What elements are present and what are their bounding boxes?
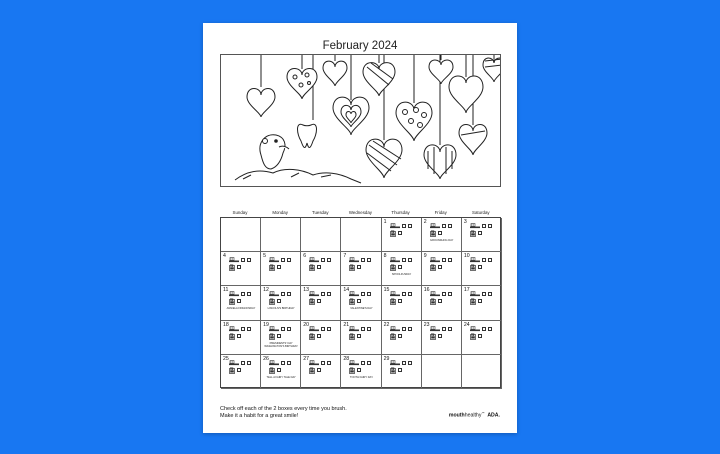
- toothbrush-icon: [390, 291, 400, 297]
- holiday-label: SPOOLFUSDAY: [391, 273, 412, 277]
- holiday-label: ANNIELA FRIGNOSDAY: [226, 307, 256, 311]
- day-cell: [422, 218, 462, 252]
- hearts-groundhog-drawing: [221, 55, 501, 187]
- holiday-label: GROUNDHOG DAY: [430, 239, 454, 242]
- brand-tm: ™: [481, 411, 485, 415]
- brush-checkbox[interactable]: [281, 327, 285, 331]
- brush-checkbox[interactable]: [317, 334, 321, 338]
- brush-checkbox[interactable]: [442, 224, 446, 228]
- brush-checkbox[interactable]: [247, 258, 251, 262]
- empty-cell: [261, 218, 301, 252]
- day-number: 10: [463, 253, 470, 260]
- toothbrush-icon: [349, 291, 359, 297]
- brush-checkbox[interactable]: [402, 361, 406, 365]
- day-cell: [462, 321, 502, 355]
- toothbrush-icon: [229, 291, 239, 297]
- brush-checkbox[interactable]: [277, 265, 281, 269]
- brush-checkbox[interactable]: [247, 361, 251, 365]
- day-number: 25: [223, 355, 229, 362]
- toothbrush-icon: [229, 326, 239, 332]
- brush-checkbox[interactable]: [438, 334, 442, 338]
- brush-checkbox[interactable]: [402, 224, 406, 228]
- brush-checkbox[interactable]: [241, 327, 245, 331]
- brush-checkbox[interactable]: [478, 231, 482, 235]
- weekday-header: Monday: [272, 210, 288, 215]
- brush-checkbox[interactable]: [408, 361, 412, 365]
- day-cell: [462, 286, 502, 320]
- brush-checkbox[interactable]: [448, 327, 452, 331]
- day-number: 1: [383, 219, 387, 225]
- brush-checkbox[interactable]: [488, 292, 492, 296]
- toothpaste-cup-icon: [229, 367, 235, 374]
- brush-checkbox[interactable]: [448, 292, 452, 296]
- toothbrush-icon: [309, 326, 319, 332]
- brush-checkbox[interactable]: [402, 258, 406, 262]
- day-number: 14: [343, 287, 350, 294]
- toothbrush-icon: [470, 291, 480, 297]
- empty-cell: [301, 218, 341, 252]
- day-number: 21: [343, 321, 350, 328]
- brush-checkbox[interactable]: [442, 327, 446, 331]
- brush-checkbox[interactable]: [247, 292, 251, 296]
- brush-checkbox[interactable]: [408, 327, 412, 331]
- brush-checkbox[interactable]: [398, 334, 402, 338]
- empty-cell: [462, 355, 502, 389]
- day-number: 24: [463, 321, 470, 328]
- brush-checkbox[interactable]: [241, 292, 245, 296]
- day-number: 12: [263, 287, 269, 294]
- brush-checkbox[interactable]: [398, 231, 402, 235]
- toothpaste-cup-icon: [349, 298, 355, 305]
- day-number: 9: [423, 253, 427, 260]
- calendar-page: [203, 23, 517, 433]
- brush-checkbox[interactable]: [488, 258, 492, 262]
- toothpaste-cup-icon: [309, 367, 315, 374]
- toothpaste-cup-icon: [269, 264, 275, 271]
- toothpaste-cup-icon: [390, 298, 396, 305]
- brush-checkbox[interactable]: [361, 327, 365, 331]
- toothbrush-icon: [229, 360, 239, 366]
- brush-checkbox[interactable]: [357, 299, 361, 303]
- calendar-grid: [220, 217, 501, 388]
- toothbrush-icon: [269, 291, 279, 297]
- brush-checkbox[interactable]: [448, 258, 452, 262]
- brush-checkbox[interactable]: [361, 361, 365, 365]
- toothbrush-icon: [269, 360, 279, 366]
- day-cell: [422, 321, 462, 355]
- day-number: 6: [303, 253, 307, 260]
- toothbrush-icon: [349, 360, 359, 366]
- toothbrush-icon: [390, 326, 400, 332]
- day-cell: [422, 252, 462, 286]
- brush-checkbox[interactable]: [367, 292, 371, 296]
- day-number: 11: [223, 287, 229, 294]
- day-cell: [462, 252, 502, 286]
- day-cell: [382, 355, 422, 389]
- brand-logos: [449, 411, 500, 419]
- footer-instructions: [220, 406, 347, 420]
- empty-cell: [341, 218, 381, 252]
- holiday-label: TOOTH FAIRY DAY: [349, 375, 373, 379]
- day-number: 17: [463, 287, 470, 294]
- toothpaste-cup-icon: [430, 230, 436, 237]
- toothpaste-cup-icon: [349, 264, 355, 271]
- brush-checkbox[interactable]: [237, 299, 241, 303]
- brush-checkbox[interactable]: [478, 334, 482, 338]
- brush-checkbox[interactable]: [478, 265, 482, 269]
- footer-line-1: Check off each of the 2 boxes every time you brush.: [220, 406, 347, 412]
- brush-checkbox[interactable]: [327, 327, 331, 331]
- tooth-illustration: [298, 124, 317, 147]
- brush-checkbox[interactable]: [277, 334, 281, 338]
- brush-checkbox[interactable]: [237, 265, 241, 269]
- toothpaste-cup-icon: [269, 367, 275, 374]
- brush-checkbox[interactable]: [277, 299, 281, 303]
- toothbrush-icon: [309, 257, 319, 263]
- brush-checkbox[interactable]: [281, 361, 285, 365]
- brush-checkbox[interactable]: [241, 258, 245, 262]
- brush-checkbox[interactable]: [237, 368, 241, 372]
- brush-checkbox[interactable]: [478, 299, 482, 303]
- day-number: 28: [343, 355, 350, 362]
- brush-checkbox[interactable]: [287, 327, 291, 331]
- brush-checkbox[interactable]: [281, 258, 285, 262]
- day-cell: [261, 321, 301, 355]
- groundhog-illustration: [235, 135, 361, 183]
- toothbrush-icon: [430, 326, 440, 332]
- empty-cell: [422, 355, 462, 389]
- brush-checkbox[interactable]: [361, 292, 365, 296]
- brush-checkbox[interactable]: [321, 361, 325, 365]
- day-cell: [382, 218, 422, 252]
- day-cell: [462, 218, 502, 252]
- holiday-label: LINCOLN'S BIRTHDAY: [267, 307, 295, 311]
- brush-checkbox[interactable]: [317, 368, 321, 372]
- brush-checkbox[interactable]: [361, 258, 365, 262]
- toothbrush-icon: [470, 257, 480, 263]
- toothpaste-cup-icon: [309, 264, 315, 271]
- brush-checkbox[interactable]: [482, 292, 486, 296]
- brush-checkbox[interactable]: [438, 299, 442, 303]
- page-title: February 2024: [322, 40, 398, 52]
- toothbrush-icon: [309, 360, 319, 366]
- day-cell: [221, 286, 261, 320]
- toothbrush-icon: [430, 257, 440, 263]
- toothpaste-cup-icon: [229, 264, 235, 271]
- brush-checkbox[interactable]: [317, 265, 321, 269]
- toothbrush-icon: [390, 257, 400, 263]
- brush-checkbox[interactable]: [321, 258, 325, 262]
- toothpaste-cup-icon: [229, 333, 235, 340]
- toothbrush-icon: [229, 257, 239, 263]
- weekday-header: Sunday: [232, 210, 248, 215]
- day-cell: [261, 286, 301, 320]
- brush-checkbox[interactable]: [287, 258, 291, 262]
- day-cell: [341, 252, 381, 286]
- day-number: 20: [303, 321, 310, 328]
- day-number: 22: [383, 321, 390, 328]
- toothbrush-icon: [269, 257, 279, 263]
- day-cell: [221, 355, 261, 389]
- day-number: 18: [223, 321, 229, 328]
- toothpaste-cup-icon: [430, 333, 436, 340]
- day-number: 3: [463, 219, 467, 225]
- toothpaste-cup-icon: [470, 333, 476, 340]
- toothbrush-icon: [470, 223, 480, 229]
- day-number: 2: [423, 219, 427, 225]
- toothpaste-cup-icon: [390, 230, 396, 237]
- brush-checkbox[interactable]: [438, 231, 442, 235]
- holiday-label: TELL A FAIRY TALE DAY: [266, 375, 296, 379]
- day-cell: [301, 321, 341, 355]
- day-cell: [341, 286, 381, 320]
- day-number: 5: [263, 253, 267, 260]
- toothpaste-cup-icon: [430, 264, 436, 271]
- weekday-header: Saturday: [472, 210, 490, 215]
- toothbrush-icon: [430, 291, 440, 297]
- day-number: 19: [263, 321, 269, 328]
- brush-checkbox[interactable]: [281, 292, 285, 296]
- brush-checkbox[interactable]: [327, 292, 331, 296]
- weekday-header: Friday: [434, 210, 447, 215]
- empty-cell: [221, 218, 261, 252]
- brush-checkbox[interactable]: [367, 327, 371, 331]
- day-cell: [341, 321, 381, 355]
- day-number: 4: [223, 253, 226, 260]
- toothpaste-cup-icon: [390, 367, 396, 374]
- brush-checkbox[interactable]: [398, 299, 402, 303]
- day-number: 8: [383, 253, 387, 260]
- day-cell: [301, 355, 341, 389]
- weekday-header: Thursday: [391, 210, 410, 215]
- day-number: 23: [423, 321, 430, 328]
- brush-checkbox[interactable]: [442, 258, 446, 262]
- day-cell: [261, 355, 301, 389]
- day-cell: [382, 286, 422, 320]
- day-cell: [301, 286, 341, 320]
- brush-checkbox[interactable]: [357, 334, 361, 338]
- brush-checkbox[interactable]: [442, 292, 446, 296]
- day-number: 13: [303, 287, 310, 294]
- toothpaste-cup-icon: [470, 298, 476, 305]
- brush-checkbox[interactable]: [237, 334, 241, 338]
- brush-checkbox[interactable]: [438, 265, 442, 269]
- holiday-label: VALENTINE'S DAY: [350, 307, 373, 311]
- day-number: 16: [423, 287, 430, 294]
- toothpaste-cup-icon: [229, 298, 235, 305]
- day-cell: [382, 252, 422, 286]
- brush-checkbox[interactable]: [402, 292, 406, 296]
- brush-checkbox[interactable]: [408, 224, 412, 228]
- brush-checkbox[interactable]: [321, 327, 325, 331]
- holiday-label: PRESIDENTS' DAY WASHINGTON'S BIRTHDAY: [264, 341, 298, 348]
- toothbrush-icon: [390, 360, 400, 366]
- brush-checkbox[interactable]: [408, 258, 412, 262]
- day-number: 29: [383, 355, 390, 362]
- toothbrush-icon: [309, 291, 319, 297]
- brush-checkbox[interactable]: [327, 258, 331, 262]
- toothpaste-cup-icon: [470, 230, 476, 237]
- heart-illustration: [247, 89, 275, 118]
- brush-checkbox[interactable]: [321, 292, 325, 296]
- day-number: 26: [263, 355, 269, 362]
- day-number: 27: [303, 355, 310, 362]
- brush-checkbox[interactable]: [488, 224, 492, 228]
- brush-checkbox[interactable]: [247, 327, 251, 331]
- brush-checkbox[interactable]: [357, 265, 361, 269]
- brand-mouth: mouth: [448, 412, 465, 419]
- toothbrush-icon: [430, 223, 440, 229]
- toothpaste-cup-icon: [309, 333, 315, 340]
- brush-checkbox[interactable]: [327, 361, 331, 365]
- brush-checkbox[interactable]: [488, 327, 492, 331]
- toothpaste-cup-icon: [390, 264, 396, 271]
- toothpaste-cup-icon: [269, 298, 275, 305]
- toothpaste-cup-icon: [390, 333, 396, 340]
- weekday-header: Wednesday: [348, 210, 372, 215]
- brand-ada: ADA.: [487, 412, 500, 419]
- brush-checkbox[interactable]: [317, 299, 321, 303]
- toothpaste-cup-icon: [470, 264, 476, 271]
- brush-checkbox[interactable]: [448, 224, 452, 228]
- brush-checkbox[interactable]: [408, 292, 412, 296]
- day-cell: [221, 321, 261, 355]
- toothbrush-icon: [470, 326, 480, 332]
- brush-checkbox[interactable]: [367, 361, 371, 365]
- day-cell: [301, 252, 341, 286]
- day-cell: [221, 252, 261, 286]
- coloring-illustration: [220, 54, 501, 187]
- brush-checkbox[interactable]: [287, 361, 291, 365]
- brush-checkbox[interactable]: [398, 368, 402, 372]
- brush-checkbox[interactable]: [287, 292, 291, 296]
- day-cell: [422, 286, 462, 320]
- brand-healthy: healthy: [464, 412, 482, 419]
- brush-checkbox[interactable]: [482, 224, 486, 228]
- toothpaste-cup-icon: [269, 333, 275, 340]
- toothpaste-cup-icon: [349, 367, 355, 374]
- toothbrush-icon: [269, 326, 279, 332]
- brush-checkbox[interactable]: [357, 368, 361, 372]
- day-number: 7: [343, 253, 347, 260]
- brush-checkbox[interactable]: [241, 361, 245, 365]
- brush-checkbox[interactable]: [402, 327, 406, 331]
- footer-line-2: Make it a habit for a great smile!: [220, 413, 299, 419]
- toothbrush-icon: [349, 257, 359, 263]
- brush-checkbox[interactable]: [482, 258, 486, 262]
- brush-checkbox[interactable]: [277, 368, 281, 372]
- day-number: 15: [383, 287, 390, 294]
- day-cell: [341, 355, 381, 389]
- brush-checkbox[interactable]: [367, 258, 371, 262]
- toothpaste-cup-icon: [309, 298, 315, 305]
- day-cell: [261, 252, 301, 286]
- weekday-header: Tuesday: [311, 210, 329, 215]
- brush-checkbox[interactable]: [482, 327, 486, 331]
- toothpaste-cup-icon: [430, 298, 436, 305]
- toothpaste-cup-icon: [349, 333, 355, 340]
- brush-checkbox[interactable]: [398, 265, 402, 269]
- day-cell: [382, 321, 422, 355]
- toothbrush-icon: [349, 326, 359, 332]
- toothbrush-icon: [390, 223, 400, 229]
